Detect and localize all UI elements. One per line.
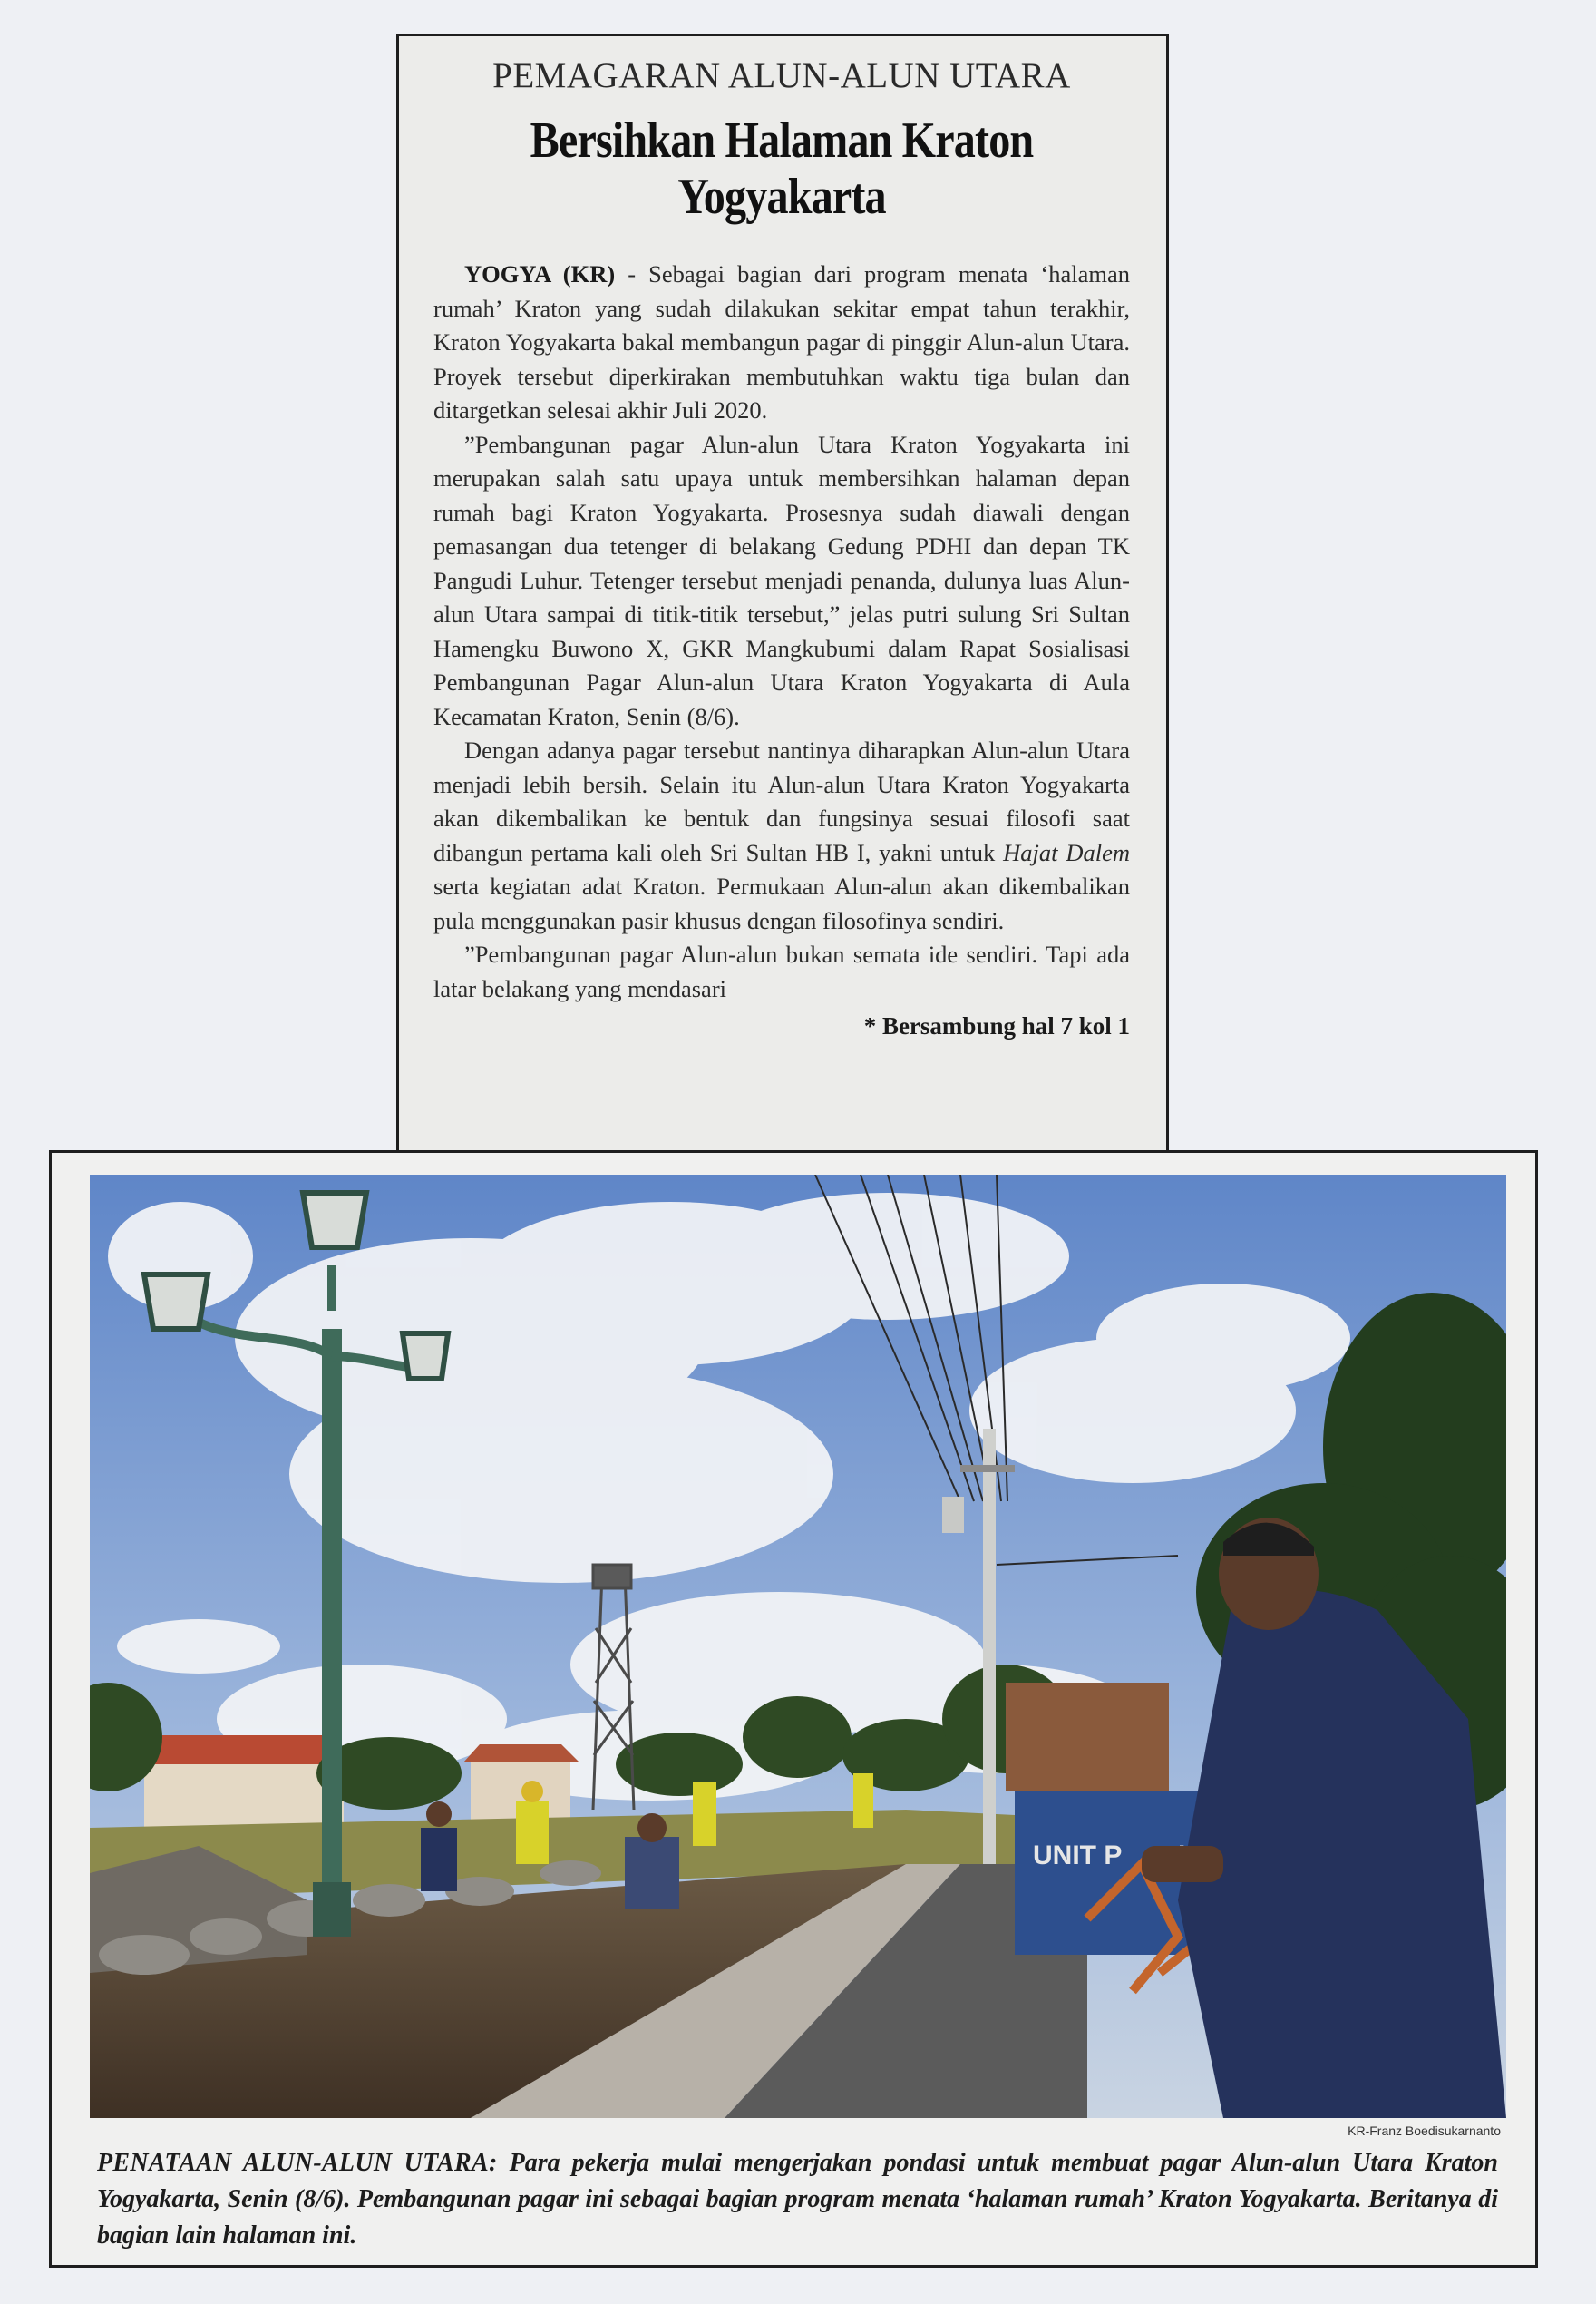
article-paragraph-4: ”Pembangunan pagar Alun-alun bukan semata ide sendiri. Tapi ada latar belakang yang mendasari — [433, 941, 1130, 1002]
article-headline: Bersihkan Halaman Kraton Yogyakarta — [530, 112, 1034, 225]
photo-box — [49, 1150, 1538, 2268]
paragraph-3-italic: Hajat Dalem — [1003, 838, 1130, 866]
continued-note: * Bersambung hal 7 kol 1 — [863, 1012, 1130, 1040]
news-photo — [90, 1175, 1506, 2118]
paragraph-1-text: - Sebagai bagian dari program menata ‘halaman rumah’ Kraton yang sudah dilakukan sekitar empat tahun terakhir, Kraton Yogyakarta bakal membangun pagar di pinggir Alun-alun Utara. Proyek tersebut diperkirakan membutuhkan waktu tiga bulan dan ditargetkan selesai akhir Juli 2020. — [433, 260, 1130, 424]
article-box — [396, 34, 1169, 1161]
truck-label: UNIT P — [1033, 1840, 1123, 1870]
photo-caption — [97, 2145, 1498, 2254]
caption-head: PENATAAN ALUN-ALUN UTARA: — [97, 2149, 498, 2177]
photo-illustration — [90, 1175, 1506, 2118]
photo-credit: KR-Franz Boedisukarnanto — [1348, 2123, 1501, 2138]
paragraph-3-text-b: serta kegiatan adat Kraton. Permukaan Alun-alun akan dikembalikan pula menggunakan pasir khusus dengan filosofinya sendiri. — [433, 873, 1130, 934]
article-paragraph-3 — [433, 734, 1130, 938]
article-body — [433, 258, 1130, 1006]
dateline: YOGYA (KR) — [464, 260, 616, 288]
article-paragraph-2: ”Pembangunan pagar Alun-alun Utara Kraton Yogyakarta ini merupakan salah satu upaya untuk membersihkan halaman depan rumah bagi Kraton Yogyakarta. Prosesnya sudah diawali dengan pemasangan dua tetenger di belakang Gedung PDHI dan depan TK Pangudi Luhur. Tetenger tersebut menjadi penanda, dulunya luas Alun-alun Utara sampai di titik-titik tersebut,” jelas putri sulung Sri Sultan Hamengku Buwono X, GKR Mangkubumi dalam Rapat Sosialisasi Pembangunan Pagar Alun-alun Utara Kraton Yogyakarta di Aula Kecamatan Kraton, Senin (8/6). — [433, 430, 1130, 730]
article-kicker: PEMAGARAN ALUN-ALUN UTARA — [492, 56, 1071, 95]
paragraph-3-text-a: Dengan adanya pagar tersebut nantinya diharapkan Alun-alun Utara menjadi lebih bersih. Selain itu Alun-alun Utara Kraton Yogyakarta akan dikembalikan ke bentuk dan fungsinya sesuai filosofi saat dibangun pertama kali oleh Sri Sultan HB I, yakni untuk — [433, 737, 1130, 866]
caption-text: Para pekerja mulai mengerjakan pondasi untuk membuat pagar Alun-alun Utara Kraton Yogyakarta, Senin (8/6). Pembangunan pagar ini sebagai bagian program menata ‘halaman rumah’ Kraton Yogyakarta. Beritanya di bagian lain halaman ini. — [97, 2149, 1498, 2250]
article-paragraph-1 — [433, 258, 1130, 428]
